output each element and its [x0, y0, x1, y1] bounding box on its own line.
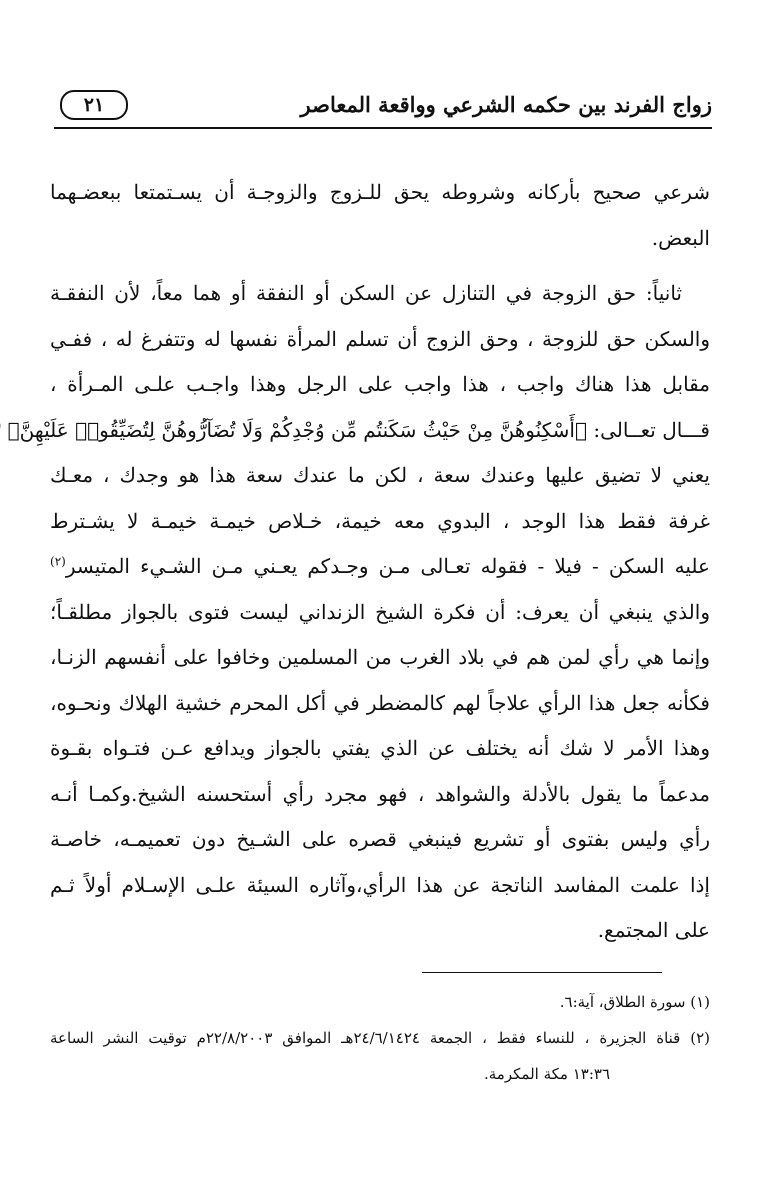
running-header-title: زواج الفرند بين حكمه الشرعي وواقعة المعاصر — [300, 92, 712, 117]
quran-verse-text: قـــال تعــالى: ﴿أَسْكِنُوهُنَّ مِنْ حَيْثُ سَكَنتُم مِّن وُجْدِكُمْ وَلَا تُضَآرُّوهُنَّ لِتُضَيِّقُوا۟ عَلَيْهِنَّ﴾ — [7, 417, 710, 442]
footnote-2: (٢) قناة الجزيرة ، للنساء فقط ، الجمعة ٢٤/٦/١٤٢٤هـ الموافق ٢٢/٨/٢٠٠٣م توقيت النشر الساعة — [50, 1029, 710, 1047]
running-header — [54, 86, 712, 126]
text-line: رأي وليس بفتوى أو تشريع فينبغي قصره على الشـيخ دون تعميمـه، خاصـة — [50, 827, 710, 851]
text-line: ثانياً: حق الزوجة في التنازل عن السكن أو النفقة أو هما معاً، لأن النفقـة — [50, 281, 682, 305]
quran-verse-line — [7, 408, 710, 454]
text-line: وهذا الأمر لا شك أنه يختلف عن الذي يفتي بالجواز ويدافع عـن فتـواه بقـوة — [50, 736, 710, 760]
text-line: شرعي صحيح بأركانه وشروطه يحق للـزوج والزوجـة أن يسـتمتعا ببعضـهما — [50, 180, 710, 204]
text-line: على المجتمع. — [597, 918, 710, 942]
text-line: إذا علمت المفاسد الناتجة عن هذا الرأي،وآثاره السيئة علـى الإسـلام أولاً ثـم — [50, 872, 710, 897]
text-line: يعني لا تضيق عليها وعندك سعة ، لكن ما عندك سعة هذا هو وجدك ، معـك — [50, 463, 710, 487]
footnote-marker-1 — [0, 418, 1, 432]
text-line: البعض. — [651, 225, 710, 250]
text-line: غرفة فقط هذا الوجد ، البدوي معه خيمة، خـلاص خيمـة خيمـة لا يشـترط — [50, 508, 710, 533]
footnotes — [50, 984, 710, 1092]
text-line-content: عليه السكن - فيلا - فقوله تعـالى مـن وجـدكم يعـني مـن الشـيء المتيسر — [65, 554, 710, 578]
main-text — [7, 170, 710, 954]
text-line: والذي ينبغي أن يعرف: أن فكرة الشيخ الزنداني ليست فتوى بالجواز مطلقـاً؛ — [50, 599, 710, 624]
text-line: فكأنه جعل هذا الرأي علاجاً لهم كالمضطر في أكل المحرم خشية الهلاك ونحـوه، — [50, 690, 710, 715]
text-line: وإنما هي رأي لمن هم في بلاد الغرب من المسلمين وخافوا على أنفسهم الزنـا، — [50, 645, 710, 669]
footnote-marker-2: (٢) — [50, 554, 66, 569]
text-line-with-footnote — [50, 544, 710, 590]
text-line: والسكن حق للزوجة ، وحق الزوج أن تسلم المرأة نفسها له وتتفرغ له ، ففـي — [50, 326, 710, 351]
text-line: مدعماً ما يقول بالأدلة والشواهد ، فهو مجرد رأي أستحسنه الشيخ.وكمـا أنـه — [50, 781, 710, 806]
header-rule — [54, 127, 712, 129]
page-number-badge: ٢١ — [60, 90, 128, 120]
footnote-1: (١) سورة الطلاق، آية:٦. — [559, 993, 710, 1011]
footnote-separator — [422, 972, 662, 973]
text-line: مقابل هذا هناك واجب ، هذا واجب على الرجل وهذا واجـب علـى المـرأة ، — [50, 372, 710, 396]
footnote-2-continuation: ١٣:٣٦ مكة المكرمة. — [484, 1065, 610, 1083]
